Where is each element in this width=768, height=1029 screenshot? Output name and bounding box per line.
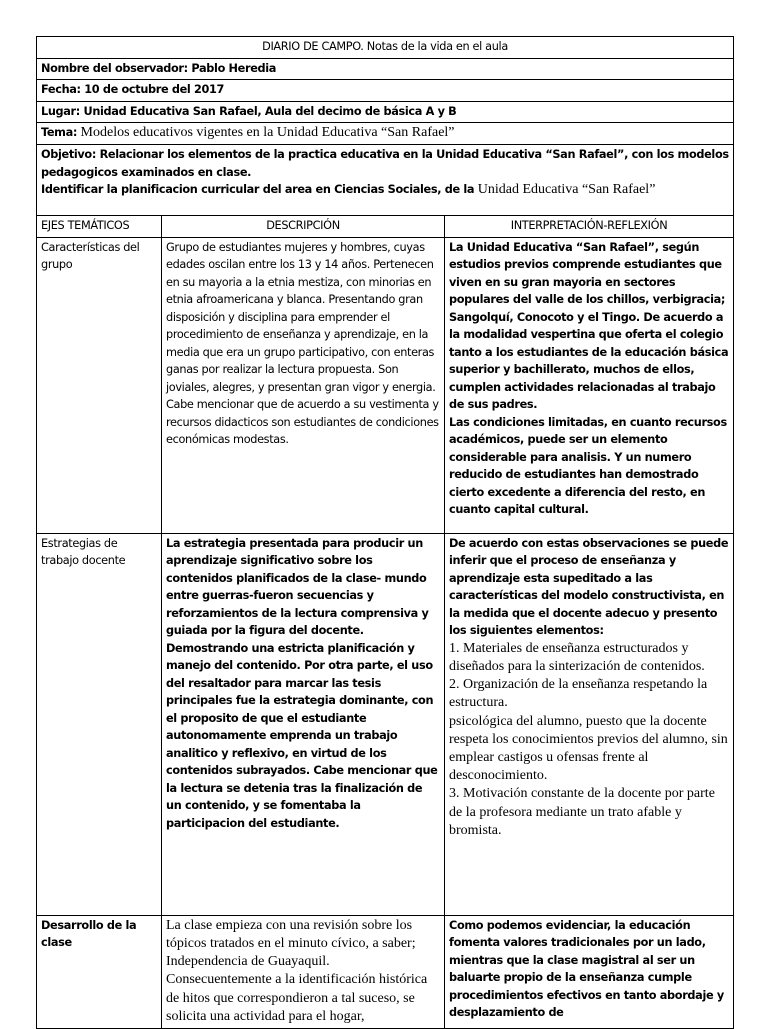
row-interpretacion-estrategias — [445, 533, 734, 915]
date-field: Fecha: 10 de octubre del 2017 — [37, 80, 734, 102]
row-interpretacion-desarrollo: Como podemos evidenciar, la educación fomenta valores tradicionales por un lado, mientras que la clase magistral al ser un baluarte propio de la enseñanza cumple procedimientos efectivos en tanto abordaje y desplazamiento de — [445, 915, 734, 1028]
row-descripcion-desarrollo — [162, 915, 445, 1028]
descripcion-paragraph: La clase empieza con una revisión sobre los tópicos tratados en el minuto cívico, a saber; Independencia de Guayaquil. — [166, 917, 416, 970]
list-item: psicológica del alumno, puesto que la docente respeta los conocimientos previos del alumno, sin emplear castigos u ofensas frente al desconocimiento. — [449, 713, 728, 784]
row-interpretacion-caracteristicas — [445, 237, 734, 533]
objective-line-1: Objetivo: Relacionar los elementos de la practica educativa en la Unidad Educativa “San Rafael”, con los modelos pedagogicos examinados en clase. — [41, 148, 729, 179]
row-descripcion-estrategias: La estrategia presentada para producir un aprendizaje significativo sobre los contenidos planificados de la clase- mundo entre guerras-fueron secuencias y reforzamientos de la lectura comprensiva y guiada por la figura del docente. Demostrando una estricta planificación y manejo del contenido. Por otra parte, el uso del resaltador para marcar las tesis principales fue la estrategia dominante, con el proposito de que el estudiante autonomamente emprenda un trabajo analitico y reflexivo, en virtud de los contenidos subrayados. Cabe mencionar que la lectura se detenia tras la finalización de un contenido, y se fomentaba la participacion del estudiante. — [162, 533, 445, 915]
column-header-ejes: EJES TEMÁTICOS — [37, 216, 162, 238]
place-field: Lugar: Unidad Educativa San Rafael, Aula del decimo de básica A y B — [37, 101, 734, 123]
field-diary-document — [36, 36, 733, 1029]
row-eje-estrategias: Estrategias de trabajo docente — [37, 533, 162, 915]
topic-value: Modelos educativos vigentes en la Unidad Educativa “San Rafael” — [77, 125, 455, 140]
list-item: 2. Organización de la enseñanza respetando la estructura. — [449, 677, 708, 711]
table-row — [37, 533, 734, 915]
interpretacion-paragraph: De acuerdo con estas observaciones se puede inferir que el proceso de enseñanza y aprendizaje esta supeditado a las características del modelo constructivista, en la medida que el docente adecuo y presento los siguientes elementos: — [449, 536, 729, 638]
topic-field — [37, 123, 734, 145]
interpretacion-paragraph: La Unidad Educativa “San Rafael”, según estudios previos comprende estudiantes que viven en su gran mayoria en sectores populares del valle de los chillos, verbigracia; Sangolquí, Conocoto y el Tingo. De acuerdo a la modalidad vespertina que oferta el colegio tanto a los estudiantes de la educación básica superior y bachillerato, muchos de ellos, cumplen actividades relacionadas al trabajo de sus padres. — [449, 240, 729, 412]
document-title: DIARIO DE CAMPO. Notas de la vida en el aula — [37, 37, 734, 59]
list-item: 3. Motivación constante de la docente por parte de la profesora mediante un trato afable y bromista. — [449, 786, 715, 838]
row-eje-caracteristicas: Características del grupo — [37, 237, 162, 533]
observer-name: Nombre del observador: Pablo Heredia — [37, 58, 734, 80]
row-descripcion-caracteristicas — [162, 237, 445, 533]
topic-label: Tema: — [41, 126, 78, 139]
objective-field — [37, 145, 734, 216]
table-row — [37, 915, 734, 1028]
descripcion-paragraph: Grupo de estudiantes mujeres y hombres, cuyas edades oscilan entre los 13 y 14 años. Pertenecen en su mayoria a la etnia mestiza, con minorias en etnia afroamericana y blanca. Presentando gran disposición y disciplina para emprender el procedimiento de enseñanza y aprendizaje, en la media que era un grupo participativo, con enteras ganas por realizar la lectura propuesta. Son joviales, alegres, y presentan gran vigor y energia. — [166, 240, 436, 394]
objective-line-2-institution: Unidad Educativa “San Rafael” — [477, 182, 656, 198]
list-item: 1. Materiales de enseñanza estructurados y diseñados para la sinterización de contenidos. — [449, 640, 705, 674]
table-row — [37, 237, 734, 533]
field-diary-table — [36, 36, 734, 1029]
row-eje-desarrollo: Desarrollo de la clase — [37, 915, 162, 1028]
column-header-descripcion: DESCRIPCIÓN — [162, 216, 445, 238]
interpretacion-paragraph: Las condiciones limitadas, en cuanto recursos académicos, puede ser un elemento considerable para analisis. Y un numero reducido de estudiantes han demostrado cierto excedente a diferencia del resto, en cuanto capital cultural. — [449, 415, 727, 517]
descripcion-paragraph: Consecuentemente a la identificación histórica de hitos que correspondieron a tal suceso, se solicita una actividad para el hogar, — [166, 972, 428, 1024]
objective-line-2: Identificar la planificacion curricular del area en Ciencias Sociales, de la — [41, 183, 478, 197]
column-header-interpretacion: INTERPRETACIÓN-REFLEXIÓN — [445, 216, 734, 238]
descripcion-paragraph: Cabe mencionar que de acuerdo a su vestimenta y recursos didacticos son estudiantes de condiciones económicas modestas. — [166, 398, 439, 447]
